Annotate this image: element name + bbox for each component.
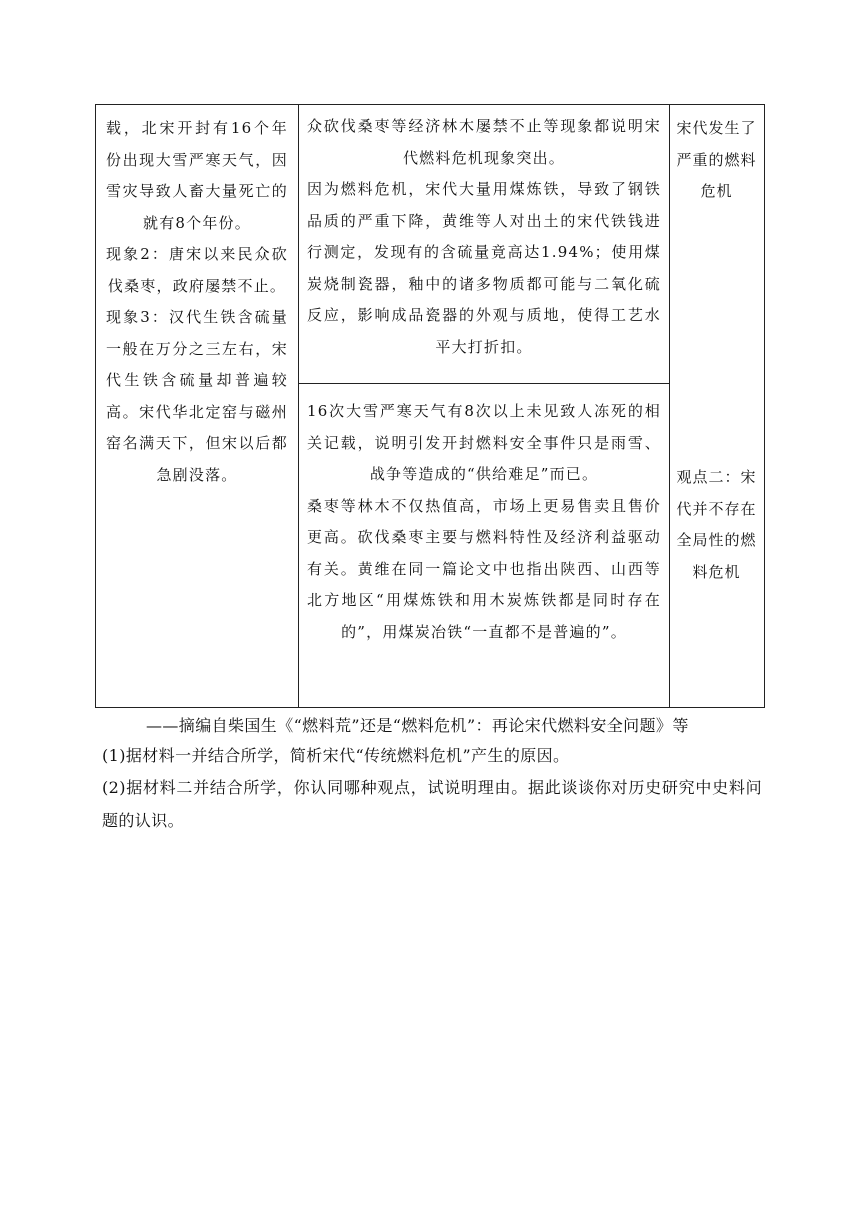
- question-2: (2)据材料二并结合所学，你认同哪种观点，试说明理由。据此谈谈你对历史研究中史料问题的认识。: [102, 778, 762, 830]
- question-1: (1)据材料一并结合所学，简析宋代“传统燃料危机”产生的原因。: [102, 746, 570, 765]
- phenomenon-1-tail: 载，北宋开封有16个年份出现大雪严寒天气，因雪灾导致人畜大量死亡的就有8个年份。: [106, 119, 288, 232]
- analysis-view-1-cell: [299, 105, 669, 384]
- analysis-1-para-1: 众砍伐桑枣等经济林木屡禁不止等现象都说明宋代燃料危机现象突出。: [307, 117, 661, 167]
- analysis-2-para-1: 16次大雪严寒天气有8次以上未见致人冻死的相关记载，说明引发开封燃料安全事件只是雨雪、战争等造成的“供给难足”而已。: [307, 402, 661, 483]
- analysis-view-2-cell: [299, 384, 669, 709]
- viewpoint-2-cell: [670, 384, 763, 709]
- material-table: [95, 104, 765, 708]
- viewpoint-1-text: 宋代发生了严重的燃料危机: [676, 119, 757, 200]
- phenomena-cell: [96, 105, 299, 707]
- phenomenon-2: 现象2：唐宋以来民众砍伐桑枣，政府屡禁不止。: [106, 245, 288, 295]
- analysis-1-para-2: 因为燃料危机，宋代大量用煤炼铁，导致了钢铁品质的严重下降，黄维等人对出土的宋代铁钱进行测定，发现有的含硫量竟高达1.94%；使用煤炭烧制瓷器，釉中的诸多物质都可能与二氧化硫反应，影响成品瓷器的外观与质地，使得工艺水平大打折扣。: [307, 180, 661, 356]
- phenomenon-3: 现象3：汉代生铁含硫量一般在万分之三左右，宋代生铁含硫量却普遍较高。宋代华北定窑与磁州窑名满天下，但宋以后都急剧没落。: [106, 308, 288, 484]
- analysis-2-para-2: 桑枣等林木不仅热值高，市场上更易售卖且售价更高。砍伐桑枣主要与燃料特性及经济利益驱动有关。黄维在同一篇论文中也指出陕西、山西等北方地区“用煤炼铁和用木炭炼铁都是同时存在的”，用煤炭冶铁“一直都不是普遍的”。: [307, 496, 661, 641]
- source-citation: ——摘编自柴国生《“燃料荒”还是“燃料危机”：再论宋代燃料安全问题》等: [146, 716, 689, 735]
- viewpoint-1-cell: [670, 105, 763, 384]
- analysis-column: [299, 105, 670, 707]
- viewpoint-column: [670, 105, 763, 707]
- viewpoint-2-text: 观点二：宋代并不存在全局性的燃料危机: [676, 468, 757, 581]
